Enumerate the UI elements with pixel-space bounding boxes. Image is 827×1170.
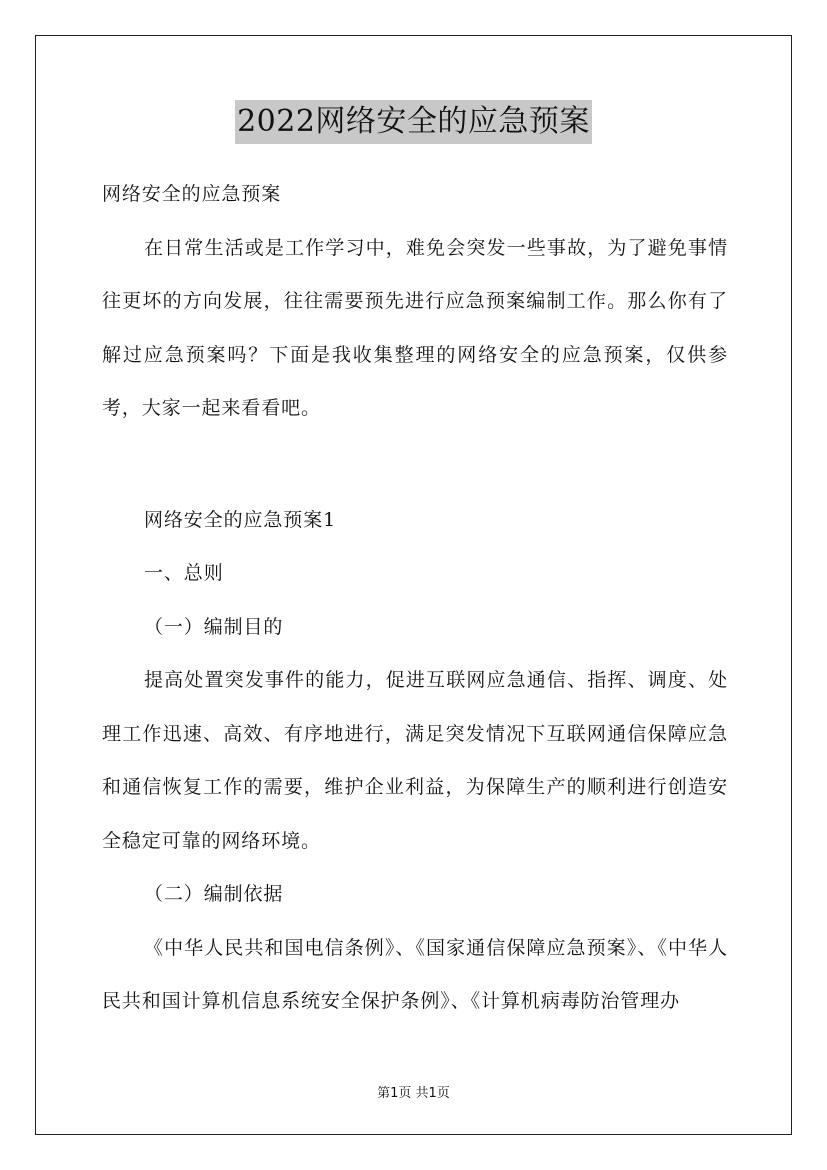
heading-general: 一、总则 xyxy=(144,562,224,584)
spacer xyxy=(102,436,728,494)
heading-basis: （二）编制依据 xyxy=(144,883,284,905)
subtitle: 网络安全的应急预案 xyxy=(102,183,282,205)
section-title: 网络安全的应急预案1 xyxy=(144,508,337,531)
page-footer: 第1页 共1页 xyxy=(377,1086,450,1101)
document-body xyxy=(102,168,728,1029)
basis-paragraph: 《中华人民共和国电信条例》、《国家通信保障应急预案》、《中华人民共和国计算机信息系统安全保护条例》、《计算机病毒防治管理办 xyxy=(102,936,728,1012)
heading-purpose: （一）编制目的 xyxy=(144,615,284,638)
document-title: 2022网络安全的应急预案 xyxy=(235,100,592,144)
title-container xyxy=(0,100,827,144)
purpose-paragraph: 提高处置突发事件的能力，促进互联网应急通信、指挥、调度、处理工作迅速、高效、有序地进行，满足突发情况下互联网通信保障应急和通信恢复工作的需要，维护企业利益，为保障生产的顺利进行创造安全稳定可靠的网络环境。 xyxy=(102,669,728,852)
intro-paragraph: 在日常生活或是工作学习中，难免会突发一些事故，为了避免事情往更坏的方向发展，往往需要预先进行应急预案编制工作。那么你有了解过应急预案吗？下面是我收集整理的网络安全的应急预案，仅供参考，大家一起来看看吧。 xyxy=(102,236,728,419)
